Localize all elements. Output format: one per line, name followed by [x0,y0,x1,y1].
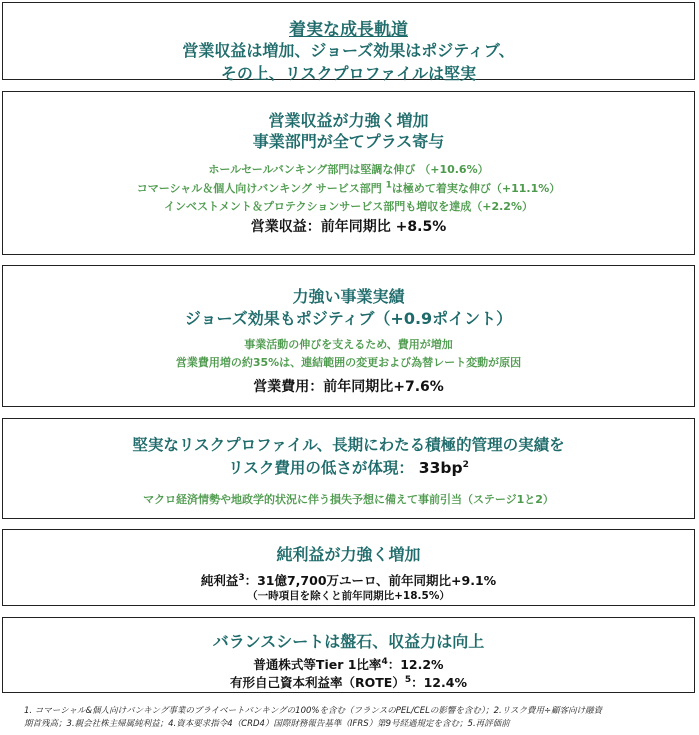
footnote-ref-5: 5 [404,674,412,685]
summary-box [2,2,695,83]
revenue-box [2,91,695,255]
revenue-title-2: 事業部門が全てプラス寄与 [252,132,445,151]
expenses-metric [3,376,694,396]
revenue-bullet-commercial [3,180,694,196]
risk-box [2,418,695,519]
footnote-ref-4: 4 [381,656,388,667]
net-income-sub: （一時項目を除くと前年同期比+18.5%） [247,590,450,602]
risk-cost-value [419,459,469,477]
cet1-metric [3,655,694,673]
net-income-value: ：31億7,700万ユーロ、前年同期比+9.1% [244,573,497,588]
net-income-box [2,529,695,606]
revenue-metric-value: +8.5% [395,219,447,235]
cet1-label: 普通株式等Tier 1比率 [253,657,382,672]
risk-title-2-text: リスク費用の低さが体現： [228,459,414,477]
expenses-title-2: ジョーズ効果もポジティブ（+0.9ポイント） [184,309,513,328]
expenses-metric-label: 営業費用：前年同期比 [253,379,394,395]
revenue-title-1: 営業収益が力強く増加 [268,111,429,130]
rote-value: ：12.4% [411,675,467,690]
footnote-line-1: 1. コマーシャル&個人向けバンキング事業のプライベートバンキングの100%を含む（フランスのPEL/CELの影響を含む）；2.リスク費用÷顧客向け融資 [24,706,603,716]
revenue-bullet-commercial-b: は極めて着実な伸び（+11.1%） [391,182,561,195]
revenue-bullet-wholesale: ホールセールバンキング部門は堅調な伸び （+10.6%） [208,163,489,176]
balance-sheet-title: バランスシートは盤石、収益力は向上 [212,632,485,651]
risk-cost-number: 33bp [418,459,463,477]
expenses-bullet-1: 事業活動の伸びを支えるため、費用が増加 [244,338,453,351]
revenue-metric-label: 営業収益：前年同期比 [250,219,396,235]
footnote-line-2: 期首残高；3.親会社株主帰属純利益；4.資本要求指令4（CRD4）国際財務報告基準（IFRS）第9号経過規定を含む；5.再評価前 [24,719,510,729]
net-income-title: 純利益が力強く増加 [276,545,421,564]
summary-line-2: 営業収益は増加、ジョーズ効果はポジティブ、 [182,41,515,60]
footnotes [24,705,684,731]
footnote-ref-1: 1 [385,180,392,191]
revenue-bullet-commercial-a: コマーシャル＆個人向けバンキング サービス部門 [136,182,386,195]
footnote-ref-2: 2 [462,459,469,470]
expenses-bullet-2: 営業費用増の約35%は、連結範囲の変更および為替レート変動が原因 [175,356,522,369]
net-income-label: 純利益 [200,573,239,588]
net-income-metric [3,571,694,589]
risk-bullet-1: マクロ経済情勢や地政学的状況に伴う損失予想に備えて事前引当（ステージ1と2） [143,493,554,506]
balance-sheet-box [2,617,695,693]
cet1-value: ：12.2% [387,657,444,672]
footnote-ref-3: 3 [238,572,245,583]
revenue-bullet-investment: インベストメント＆プロテクションサービス部門も増収を達成（+2.2%） [164,200,533,213]
rote-metric [3,673,694,691]
expenses-title-1: 力強い事業実績 [292,287,405,306]
summary-title: 着実な成長軌道 [289,20,408,40]
revenue-metric [3,216,694,236]
risk-title-2 [3,456,694,478]
expenses-metric-value: +7.6% [393,379,444,395]
summary-line-3: その上、リスクプロファイルは堅実 [220,64,477,83]
expenses-box [2,265,695,407]
rote-label: 有形自己資本利益率（ROTE） [230,675,405,690]
risk-title-1: 堅実なリスクプロファイル、長期にわたる積極的管理の実績を [132,436,565,454]
